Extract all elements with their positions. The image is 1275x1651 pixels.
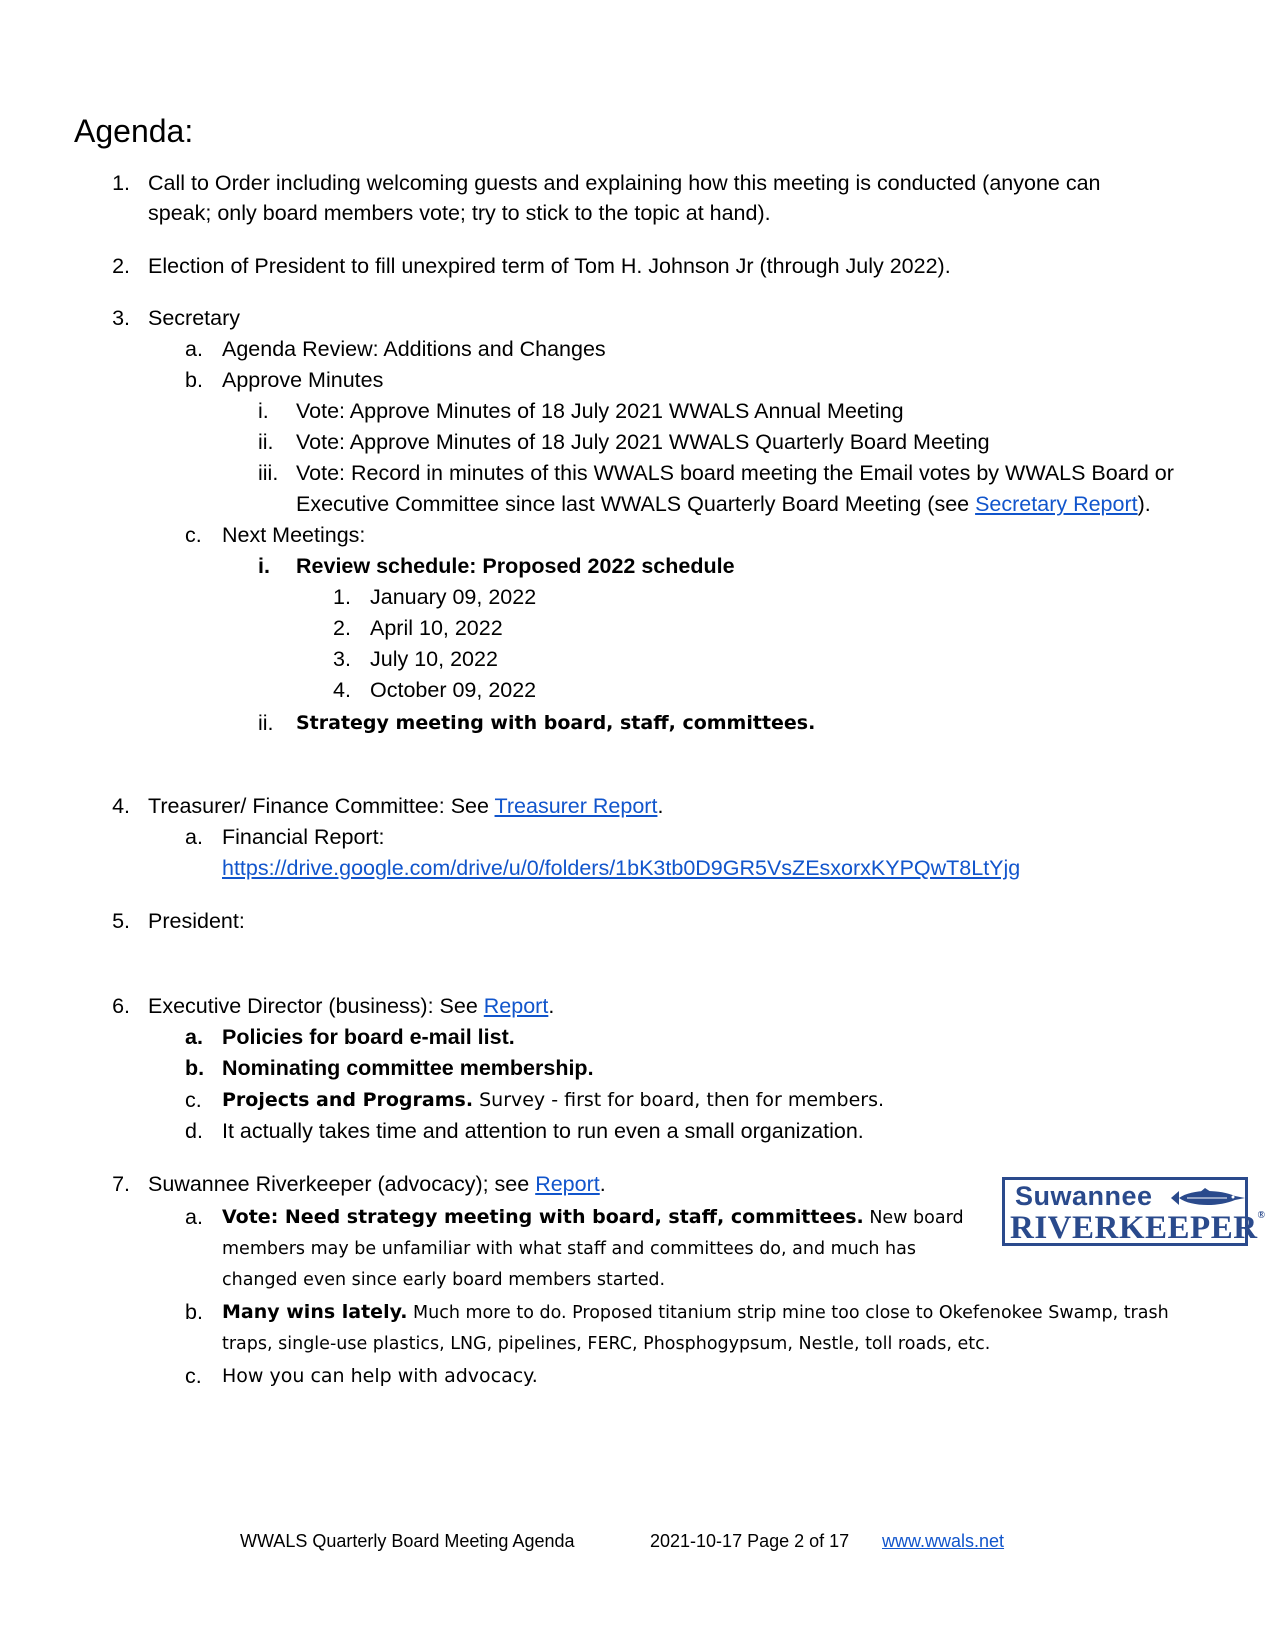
sub-text: Executive Committee since last WWALS Quarterly Board Meeting (see	[296, 492, 976, 516]
page-title: Agenda:	[74, 113, 194, 149]
registered-mark: ®	[1257, 1210, 1266, 1221]
sub-marker: c.	[185, 1088, 202, 1112]
roman-marker: ii.	[258, 430, 274, 454]
item-text: Executive Director (business): See	[148, 994, 484, 1018]
sub-text-line	[222, 1087, 884, 1113]
sub-text: Agenda Review: Additions and Changes	[222, 337, 606, 361]
roman-marker: i.	[258, 554, 270, 578]
item-text-line	[148, 793, 663, 819]
item-number: 4.	[112, 794, 130, 818]
sub-marker: a.	[185, 1025, 203, 1049]
item-text: Election of President to fill unexpired term of Tom H. Johnson Jr (through July 2022).	[148, 254, 951, 278]
sub-text: How you can help with advocacy.	[222, 1365, 538, 1387]
date-number: 1.	[333, 585, 351, 609]
item-number: 3.	[112, 306, 130, 330]
meeting-date: July 10, 2022	[370, 647, 498, 671]
item-text: Call to Order including welcoming guests and explaining how this meeting is conducted (anyone can	[148, 171, 1101, 195]
sub-marker: b.	[185, 1300, 203, 1324]
sub-text: members may be unfamiliar with what staff and committees do, and much has	[222, 1239, 916, 1259]
footer-page-number: 2021-10-17 Page 2 of 17	[650, 1531, 850, 1551]
logo-wordmark-text: RIVERKEEPER	[1010, 1210, 1258, 1246]
executive-director-report-link[interactable]: Report	[483, 994, 549, 1018]
item-text: Treasurer/ Finance Committee: See	[148, 794, 495, 818]
item-number: 7.	[112, 1172, 130, 1196]
fish-icon	[1169, 1187, 1247, 1209]
sub-heading: Review schedule: Proposed 2022 schedule	[296, 554, 735, 578]
date-number: 4.	[333, 678, 351, 702]
item-text: .	[599, 1172, 606, 1196]
item-text-line	[148, 1171, 606, 1197]
item-number: 1.	[112, 171, 130, 195]
sub-text: ).	[1137, 492, 1151, 516]
logo-wordmark-top: Suwannee	[1015, 1181, 1153, 1211]
sub-heading: Strategy meeting with board, staff, committees.	[296, 712, 816, 734]
sub-marker: d.	[185, 1119, 203, 1143]
date-number: 2.	[333, 616, 351, 640]
sub-text: Survey - first for board, then for members.	[473, 1089, 885, 1111]
sub-text: changed even since early board members started.	[222, 1270, 666, 1290]
suwannee-riverkeeper-logo	[1002, 1177, 1266, 1246]
sub-heading: Projects and Programs.	[222, 1089, 474, 1111]
sub-heading: Nominating committee membership.	[222, 1056, 594, 1080]
meeting-date: October 09, 2022	[370, 678, 537, 702]
sub-text-line	[222, 1299, 1169, 1326]
item-text: President:	[148, 909, 245, 933]
sub-text: Much more to do. Proposed titanium strip mine too close to Okefenokee Swamp, trash	[407, 1303, 1169, 1323]
item-text: Secretary	[148, 306, 241, 330]
meeting-date: April 10, 2022	[370, 616, 503, 640]
item-text: .	[657, 794, 664, 818]
sub-marker: a.	[185, 1205, 203, 1229]
item-text: Suwannee Riverkeeper (advocacy); see	[148, 1172, 536, 1196]
sub-text: New board	[863, 1208, 964, 1228]
item-number: 6.	[112, 994, 130, 1018]
sub-marker: a.	[185, 825, 203, 849]
sub-marker: c.	[185, 523, 202, 547]
date-number: 3.	[333, 647, 351, 671]
sub-marker: a.	[185, 337, 203, 361]
sub-heading: Many wins lately.	[222, 1301, 408, 1323]
sub-text: Vote: Approve Minutes of 18 July 2021 WWALS Annual Meeting	[296, 399, 904, 423]
item-text: .	[548, 994, 555, 1018]
footer-website-link[interactable]: www.wwals.net	[882, 1531, 1005, 1551]
meeting-date: January 09, 2022	[370, 585, 537, 609]
item-number: 2.	[112, 254, 130, 278]
sub-text: Next Meetings:	[222, 523, 366, 547]
sub-text: Financial Report:	[222, 825, 385, 849]
logo-wordmark-bottom	[1010, 1210, 1266, 1247]
secretary-report-link[interactable]: Secretary Report	[975, 492, 1138, 516]
sub-heading: Policies for board e-mail list.	[222, 1025, 515, 1049]
sub-text: Vote: Approve Minutes of 18 July 2021 WWALS Quarterly Board Meeting	[296, 430, 990, 454]
sub-marker: b.	[185, 1056, 205, 1080]
item-text-line	[148, 993, 554, 1019]
sub-text-line	[222, 1204, 964, 1231]
treasurer-report-link[interactable]: Treasurer Report	[494, 794, 658, 818]
sub-text: It actually takes time and attention to run even a small organization.	[222, 1119, 864, 1143]
sub-marker: b.	[185, 368, 203, 392]
riverkeeper-report-link[interactable]: Report	[535, 1172, 600, 1196]
sub-text: traps, single-use plastics, LNG, pipelines, FERC, Phosphogypsum, Nestle, toll roads, etc.	[222, 1334, 991, 1354]
roman-marker: i.	[258, 399, 269, 423]
sub-text: Approve Minutes	[222, 368, 384, 392]
sub-text-line	[296, 491, 1151, 517]
sub-text: Vote: Record in minutes of this WWALS board meeting the Email votes by WWALS Board or	[296, 461, 1174, 485]
item-text: speak; only board members vote; try to stick to the topic at hand).	[148, 201, 771, 225]
item-number: 5.	[112, 909, 130, 933]
roman-marker: iii.	[258, 461, 279, 485]
sub-marker: c.	[185, 1364, 202, 1388]
financial-report-link[interactable]: https://drive.google.com/drive/u/0/folders/1bK3tb0D9GR5VsZEsxorxKYPQwT8LtYjg	[222, 856, 1021, 880]
roman-marker: ii.	[258, 711, 274, 735]
footer-title: WWALS Quarterly Board Meeting Agenda	[240, 1531, 575, 1551]
sub-heading: Vote: Need strategy meeting with board, staff, committees.	[222, 1206, 864, 1228]
